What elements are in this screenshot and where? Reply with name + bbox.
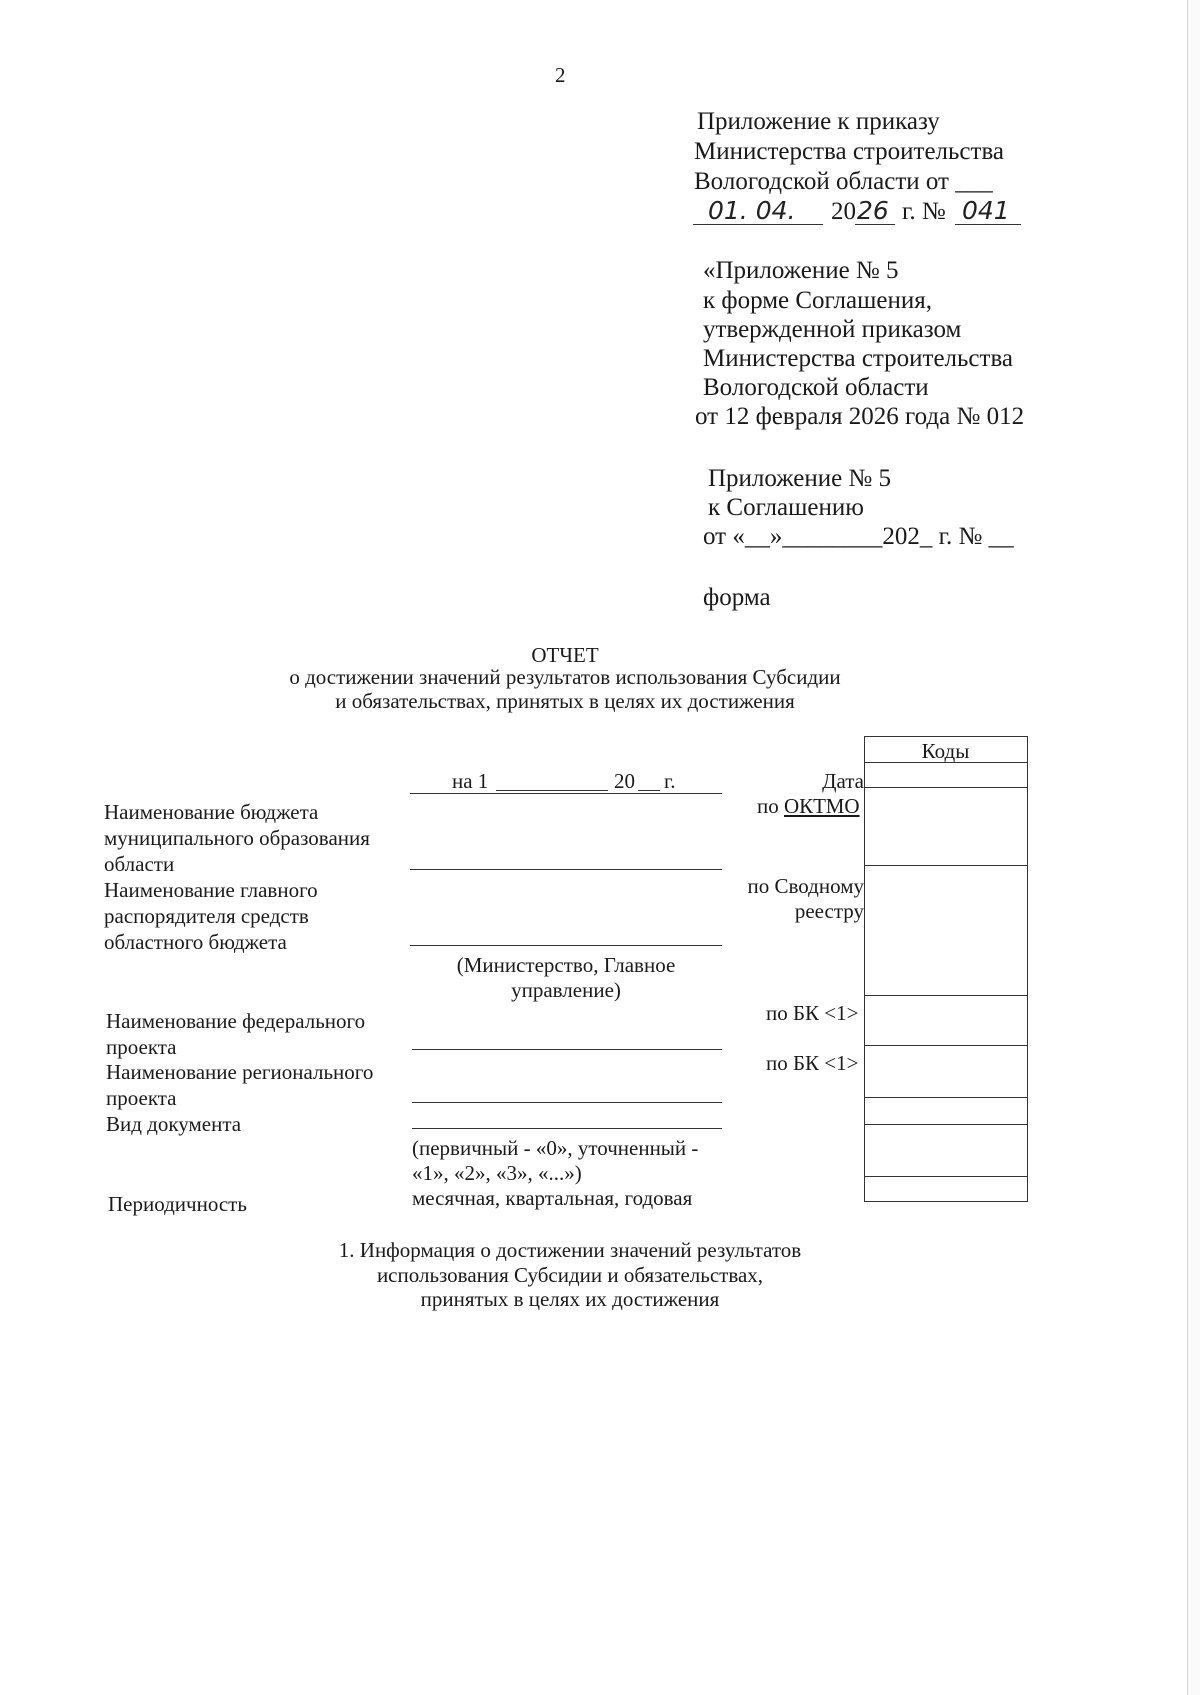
section1-heading-2: использования Субсидии и обязательствах, xyxy=(376,1263,764,1287)
date-prefix: на 1 xyxy=(452,769,489,793)
codes-row-divider xyxy=(864,995,1027,996)
codes-table-right-border xyxy=(1027,736,1028,1202)
page-number: 2 xyxy=(555,63,566,87)
codes-row-divider xyxy=(864,762,1027,763)
form-header-line-3: утвержденной приказом xyxy=(703,316,962,343)
order-year-suffix-handwritten: 26 xyxy=(857,196,889,225)
form-header-line-2: к форме Соглашения, xyxy=(703,287,932,314)
form-header-line-6: от 12 февраля 2026 года № 012 xyxy=(695,403,1025,430)
bk-label-1: по БК <1> xyxy=(766,1001,859,1025)
order-date-underline xyxy=(693,224,823,225)
codes-row-divider xyxy=(864,865,1027,866)
codes-header: Коды xyxy=(921,739,970,763)
order-number-label: г. № xyxy=(902,198,946,225)
date-year-blank xyxy=(638,790,660,791)
agreement-header-line-2: к Соглашению xyxy=(708,494,864,521)
periodicity-label: Периодичность xyxy=(108,1192,247,1216)
budget-name-label-2: муниципального образования xyxy=(104,826,370,850)
regional-project-label-2: проекта xyxy=(106,1086,177,1110)
form-header-line-1: «Приложение № 5 xyxy=(703,257,899,284)
report-title-line-2: и обязательствах, принятых в целях их достижения xyxy=(335,689,795,713)
doc-kind-note-2: «1», «2», «3», «...») xyxy=(412,1161,582,1185)
section1-heading-1: 1. Информация о достижении значений результатов xyxy=(338,1238,802,1262)
codes-table-left-border xyxy=(864,736,865,1202)
order-header-line-2: Министерства строительства xyxy=(694,138,1005,165)
oktmo-label: по ОКТМО xyxy=(757,794,860,818)
doc-type-field xyxy=(412,1128,722,1129)
budget-name-label-3: области xyxy=(104,852,175,876)
order-header-line-1: Приложение к приказу xyxy=(697,108,940,135)
date-month-blank xyxy=(496,790,608,791)
periodicity-note: месячная, квартальная, годовая xyxy=(412,1186,693,1210)
codes-table-top-border xyxy=(864,736,1027,737)
chief-manager-label-3: областного бюджета xyxy=(104,930,287,954)
codes-row-divider xyxy=(864,1176,1027,1177)
chief-manager-label-1: Наименование главного xyxy=(104,878,318,902)
codes-row-divider xyxy=(864,1124,1027,1125)
order-year-underline xyxy=(855,224,895,225)
codes-table-bottom-border xyxy=(864,1201,1027,1202)
order-year-prefix: 20 xyxy=(831,198,856,225)
doc-type-label: Вид документа xyxy=(106,1112,242,1136)
ministry-note-2: управление) xyxy=(511,978,621,1002)
bk-label-2: по БК <1> xyxy=(766,1051,859,1075)
ministry-note-1: (Министерство, Главное xyxy=(456,953,676,977)
budget-name-field xyxy=(410,869,722,870)
order-header-line-3: Вологодской области от ___ xyxy=(694,168,993,195)
agreement-header-line-3: от «__»________202_ г. № __ xyxy=(703,523,1014,550)
chief-manager-label-2: распорядителя средств xyxy=(104,904,309,928)
doc-kind-note-1: (первичный - «0», уточненный - xyxy=(412,1136,699,1160)
date-year: 20 xyxy=(614,769,635,793)
codes-row-divider xyxy=(864,1045,1027,1046)
form-header-line-5: Вологодской области xyxy=(703,374,929,401)
form-header-line-4: Министерства строительства xyxy=(703,345,1014,372)
svod-label-2: реестру xyxy=(794,899,864,923)
order-number-handwritten: 041 xyxy=(962,196,1010,225)
date-underline xyxy=(410,793,722,794)
federal-project-label-2: проекта xyxy=(106,1035,177,1059)
svod-label-1: по Сводному xyxy=(747,874,864,898)
regional-project-field xyxy=(412,1102,722,1103)
codes-row-divider xyxy=(864,787,1027,788)
form-label: форма xyxy=(703,584,771,611)
date-suffix: г. xyxy=(664,769,676,793)
federal-project-field xyxy=(412,1049,722,1050)
federal-project-label-1: Наименование федерального xyxy=(106,1009,366,1033)
report-title-line-1: о достижении значений результатов использования Субсидии xyxy=(289,665,841,689)
chief-manager-field xyxy=(410,945,722,946)
page-edge xyxy=(1187,0,1200,1695)
regional-project-label-1: Наименование регионального xyxy=(106,1060,374,1084)
budget-name-label-1: Наименование бюджета xyxy=(104,800,319,824)
date-label: Дата xyxy=(822,769,864,793)
agreement-header-line-1: Приложение № 5 xyxy=(708,465,892,492)
codes-row-divider xyxy=(864,1097,1027,1098)
section1-heading-3: принятых в целях их достижения xyxy=(420,1287,720,1311)
order-date-handwritten: 01. 04. xyxy=(708,196,796,225)
report-title: ОТЧЕТ xyxy=(531,643,599,667)
order-number-underline xyxy=(955,224,1021,225)
